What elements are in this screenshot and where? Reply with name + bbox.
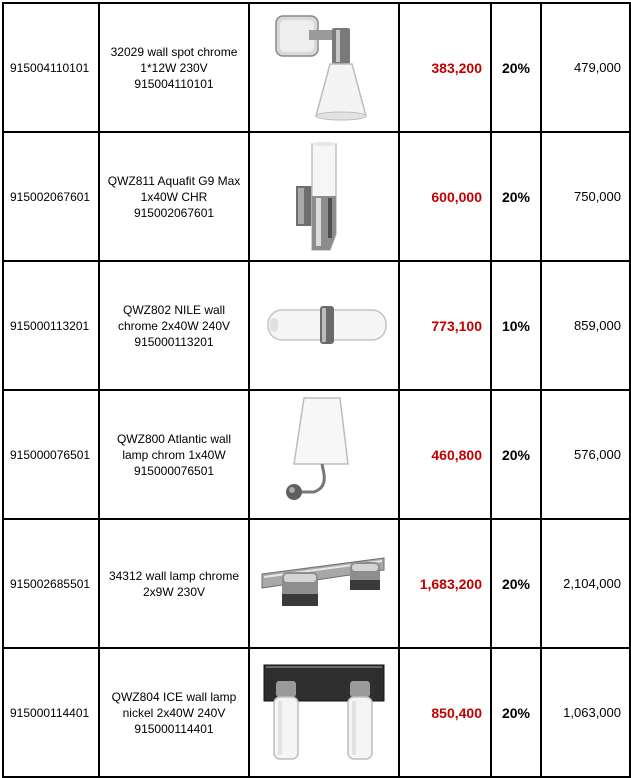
discount: 10%: [491, 261, 541, 390]
list-price: 479,000: [541, 3, 630, 132]
product-code: 915004110101: [3, 3, 99, 132]
list-price: 576,000: [541, 390, 630, 519]
atlantic-shade-lamp-image: [254, 392, 394, 517]
description-line: nickel 2x40W 240V: [122, 705, 226, 720]
product-description: [99, 132, 249, 261]
table-row: [3, 132, 630, 261]
product-image-cell: [249, 390, 399, 519]
list-price: 1,063,000: [541, 648, 630, 777]
description-line: lamp chrom 1x40W: [122, 447, 226, 462]
sale-price: 850,400: [399, 648, 491, 777]
product-image-cell: [249, 261, 399, 390]
sale-price: 773,100: [399, 261, 491, 390]
price-table: [2, 2, 631, 778]
product-description: [99, 519, 249, 648]
description-line: 915000076501: [133, 463, 215, 478]
table-row: [3, 261, 630, 390]
discount: 20%: [491, 390, 541, 519]
sale-price: 460,800: [399, 390, 491, 519]
product-image-cell: [249, 3, 399, 132]
list-price: 859,000: [541, 261, 630, 390]
nile-tube-lamp-image: [254, 296, 394, 356]
table-row: [3, 648, 630, 777]
description-line: 2x9W 230V: [142, 584, 206, 599]
list-price: 2,104,000: [541, 519, 630, 648]
double-spot-bar-image: [254, 544, 394, 624]
product-code: 915002067601: [3, 132, 99, 261]
discount: 20%: [491, 648, 541, 777]
product-description: [99, 3, 249, 132]
product-code: 915000076501: [3, 390, 99, 519]
product-image-cell: [249, 519, 399, 648]
description-line: 915002067601: [133, 205, 215, 220]
description-line: QWZ802 NILE wall: [122, 302, 226, 317]
description-line: 915000114401: [134, 721, 214, 736]
ice-double-lamp-image: [254, 653, 394, 773]
description-line: 915000113201: [134, 334, 214, 349]
list-price: 750,000: [541, 132, 630, 261]
description-line: 34312 wall lamp chrome: [108, 568, 240, 583]
description-line: QWZ811 Aquafit G9 Max: [107, 173, 241, 188]
description-line: 1x40W CHR: [140, 189, 208, 204]
product-image-cell: [249, 648, 399, 777]
product-description: [99, 390, 249, 519]
product-code: 915002685501: [3, 519, 99, 648]
product-code: 915000113201: [3, 261, 99, 390]
wall-spot-lamp-image: [254, 8, 394, 128]
product-code: 915000114401: [3, 648, 99, 777]
table-row: [3, 519, 630, 648]
table-row: [3, 390, 630, 519]
aquafit-wall-lamp-image: [254, 134, 394, 259]
sale-price: 383,200: [399, 3, 491, 132]
description-line: chrome 2x40W 240V: [117, 318, 231, 333]
product-image-cell: [249, 132, 399, 261]
description-line: QWZ800 Atlantic wall: [116, 431, 232, 446]
description-line: 915004110101: [134, 76, 214, 91]
discount: 20%: [491, 132, 541, 261]
discount: 20%: [491, 3, 541, 132]
description-line: 32029 wall spot chrome: [110, 44, 238, 59]
sale-price: 1,683,200: [399, 519, 491, 648]
sale-price: 600,000: [399, 132, 491, 261]
discount: 20%: [491, 519, 541, 648]
description-line: QWZ804 ICE wall lamp: [111, 689, 237, 704]
table-row: [3, 3, 630, 132]
description-line: 1*12W 230V: [140, 60, 208, 75]
product-description: [99, 648, 249, 777]
product-description: [99, 261, 249, 390]
